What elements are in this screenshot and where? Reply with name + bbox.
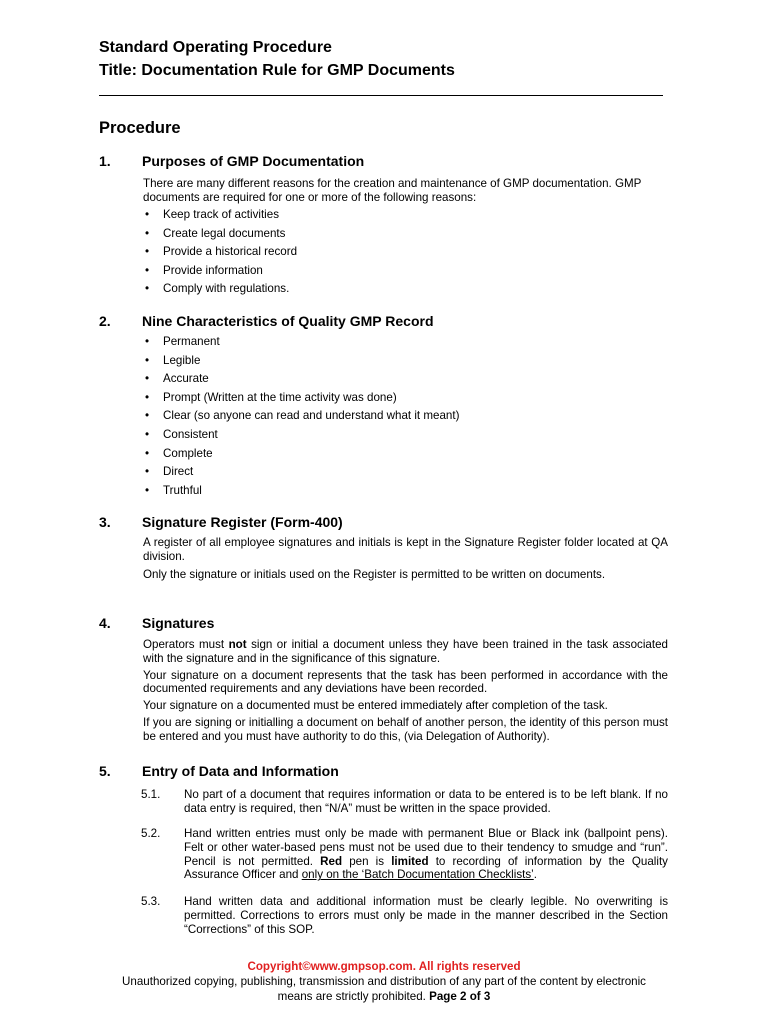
paragraph: Operators must not sign or initial a document unless they have been trained in the task associated with the signature and in the significance of this signature. [143, 638, 668, 665]
list-item: • Clear (so anyone can read and understand what it meant) [145, 409, 460, 423]
section-number: 4. [99, 615, 111, 631]
section-title: Signature Register (Form-400) [142, 514, 343, 530]
section-number: 5. [99, 763, 111, 779]
list-item: • Create legal documents [145, 226, 286, 240]
procedure-heading: Procedure [99, 119, 181, 137]
list-item: • Accurate [145, 372, 209, 386]
bullet-icon: • [145, 208, 150, 221]
bullet-list [143, 335, 459, 502]
copyright-notice: Copyright©www.gmpsop.com. All rights reserved [247, 960, 521, 973]
paragraph: Only the signature or initials used on the Register is permitted to be written on documents. [143, 567, 606, 581]
subsection-number: 5.2. [141, 827, 161, 840]
section-number: 1. [99, 153, 111, 169]
bullet-icon: • [145, 446, 150, 460]
bullet-icon: • [145, 409, 150, 423]
footer-notice-line: means are strictly prohibited. Page 2 of 3 [277, 990, 491, 1003]
section-intro [143, 177, 668, 205]
list-item: • Provide a historical record [145, 245, 298, 259]
subsection-text: Hand written data and additional information must be clearly legible. No overwriting is permitted. Corrections to errors must only be made in the manner described in the Section “Corrections” of this SOP. [184, 895, 668, 936]
list-item: • Truthful [145, 483, 202, 497]
list-item: • Keep track of activities [145, 208, 279, 221]
sop-header: Standard Operating Procedure [99, 39, 332, 56]
bullet-icon: • [145, 245, 150, 259]
bullet-icon: • [145, 335, 150, 348]
subsection-number: 5.1. [141, 788, 161, 801]
section-body [143, 638, 668, 744]
bullet-icon: • [145, 427, 150, 441]
list-item: • Consistent [145, 427, 218, 441]
footer-notice: Unauthorized copying, publishing, transmission and distribution of any part of the content by electronic [122, 975, 646, 988]
paragraph: If you are signing or initialling a document on behalf of another person, the identity of this person must be entered and you must have authority to do this, (via Delegation of Authority). [143, 715, 668, 743]
section-title: Purposes of GMP Documentation [142, 153, 365, 169]
bullet-icon: • [145, 465, 150, 479]
section-number: 2. [99, 313, 111, 329]
section-title: Signatures [142, 615, 215, 631]
bullet-icon: • [145, 282, 150, 296]
header-divider [99, 95, 663, 96]
subsection-number: 5.3. [141, 895, 161, 908]
list-item: • Direct [145, 465, 194, 479]
page-number: Page 2 of 3 [429, 990, 491, 1003]
list-item: • Comply with regulations. [145, 282, 290, 296]
list-item: • Legible [145, 353, 201, 367]
paragraph: A register of all employee signatures and initials is kept in the Signature Register folder located at QA division. [143, 536, 668, 563]
bullet-icon: • [145, 390, 150, 404]
list-item: • Permanent [145, 335, 220, 348]
paragraph: Your signature on a document represents that the task has been performed in accordance with the documented requirements and any deviations have been recorded. [143, 668, 668, 696]
bullet-icon: • [145, 353, 150, 367]
paragraph: Your signature on a documented must be entered immediately after completion of the task. [143, 699, 608, 713]
paragraph: There are many different reasons for the creation and maintenance of GMP documentation. GMP documents are required for one or more of the following reasons: [143, 177, 642, 204]
bullet-icon: • [145, 226, 150, 240]
subsection-text: No part of a document that requires information or data to be entered is to be left blank. If no data entry is required, then “N/A” must be written in the space provided. [184, 788, 668, 815]
bullet-list [143, 208, 297, 301]
section-title: Entry of Data and Information [142, 763, 339, 779]
list-item: • Prompt (Written at the time activity was done) [145, 390, 397, 404]
subsection-text: Hand written entries must only be made with permanent Blue or Black ink (ballpoint pens). Felt or other water-based pens must not be used due to their tendency to smudge and “run”. Pencil is not permitted. Red pen is limited to recording of information by the Quality Assurance Officer and only on the ‘Batch Documentation Checklists’. [184, 827, 668, 882]
bullet-icon: • [145, 263, 150, 277]
section-title: Nine Characteristics of Quality GMP Record [142, 313, 434, 329]
bullet-icon: • [145, 372, 150, 386]
bullet-icon: • [145, 483, 150, 497]
document-title: Title: Documentation Rule for GMP Documents [99, 62, 455, 79]
section-number: 3. [99, 514, 111, 530]
list-item: • Provide information [145, 263, 263, 277]
list-item: • Complete [145, 446, 213, 460]
section-body [143, 536, 668, 581]
